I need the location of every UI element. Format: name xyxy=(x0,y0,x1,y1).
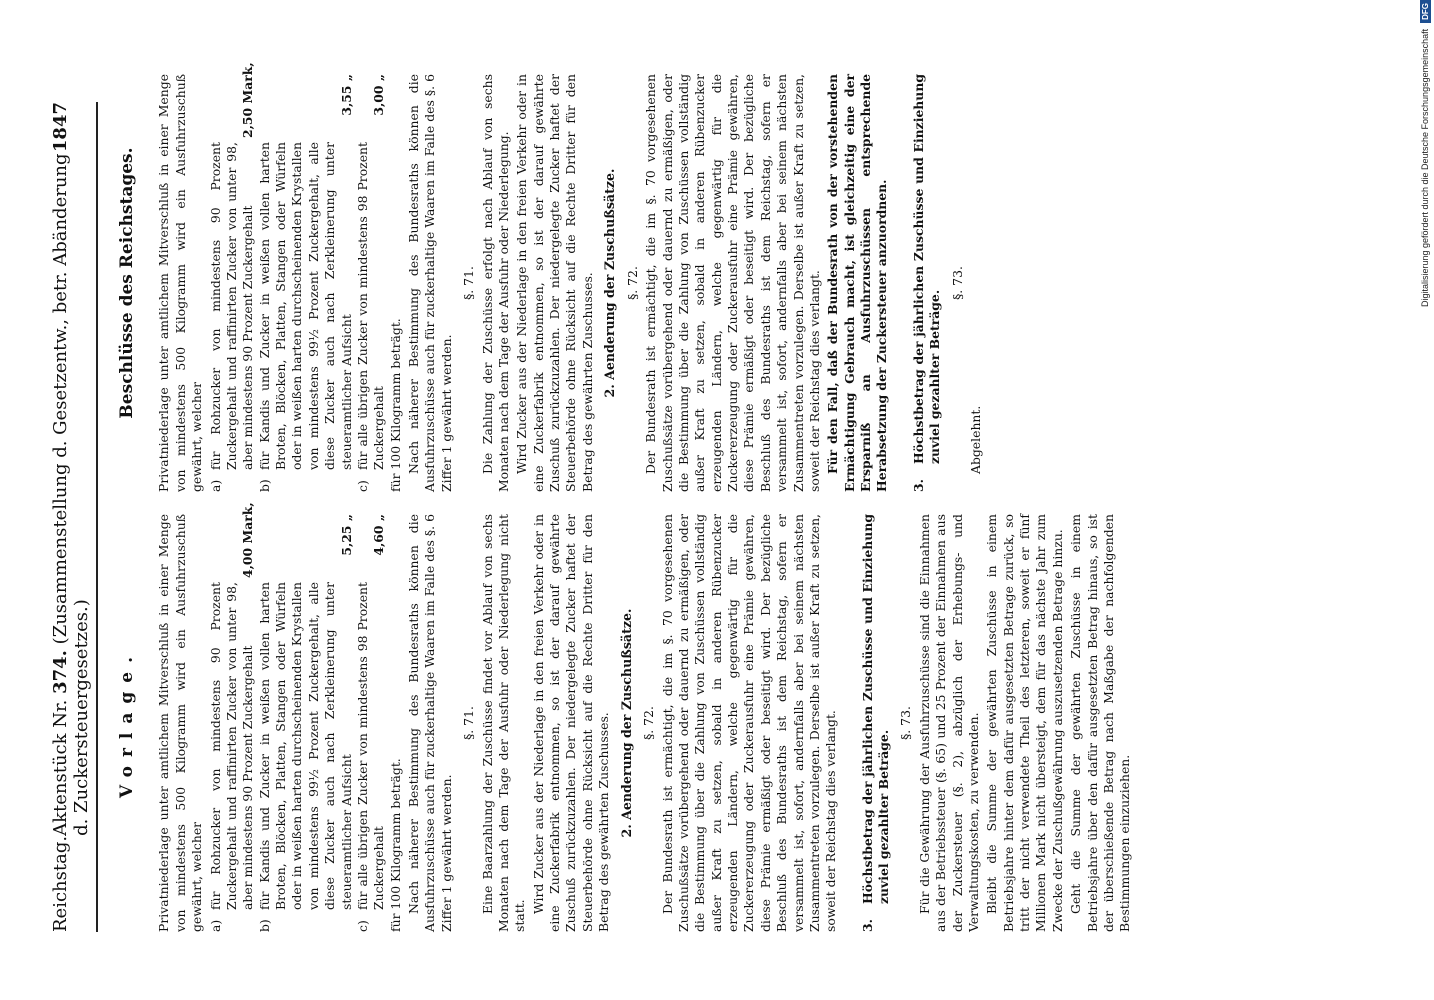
list-item xyxy=(257,514,355,932)
subsection-heading: 2. Aenderung der Zuschußsätze. xyxy=(602,168,618,398)
subsection-number: 3. xyxy=(859,919,875,932)
column-beschluesse xyxy=(116,62,1136,492)
funding-sidebar xyxy=(1414,0,1434,1000)
paragraph: Der Bundesrath ist ermächtigt, die im §. 70 vorgesehenen Zuschußsätze vorübergehend oder dauernd zu ermäßigen, oder die Bestimmung über die Zahlung von Zuschüssen vollständig außer Kraft zu setzen, sobald in anderen Rübenzucker erzeugenden Ländern, welche gegenwärtig für die Zuckererzeugung oder Zuckerausfuhr eine Prämie gewähren, diese Prämie ermäßigt oder beseitigt wird. Der bezügliche Beschluß des Bundesraths ist dem Reichstag, sofern er versammelt ist, sofort, andernfalls aber bei seinem nächsten Zusammentreten vorzulegen. Derselbe ist außer Kraft zu setzen, soweit der Reichstag dies verlangt. xyxy=(643,74,822,492)
funding-text: Digitalisierung gefördert durch die Deutsche Forschungsgemeinschaft xyxy=(1420,28,1430,308)
list-item xyxy=(355,514,388,932)
item-label: a) xyxy=(207,479,223,492)
column-title: Vorlage. xyxy=(117,647,137,799)
paragraph: Eine Baarzahlung der Zuschüsse findet vor Ablauf von sechs Monaten nach dem Tage der Ausfuhr oder Niederlegung nicht statt. xyxy=(479,514,528,932)
item-label: b) xyxy=(256,479,272,492)
dfg-logo: DFG xyxy=(1420,0,1431,23)
header-suffix: (Zusammenstellung d. Gesetzentw., betr. Abänderung d. Zuckersteuergesetzes.) xyxy=(50,153,92,836)
item-label: c) xyxy=(354,480,370,492)
header-number: 374. xyxy=(50,650,71,694)
section-heading: §. 73. xyxy=(949,266,965,300)
paragraph: Privatniederlage unter amtlichem Mitverschluß in einer Menge von mindestens 500 Kilogramm wird ein Ausfuhrzuschuß gewährt, welcher xyxy=(156,514,205,932)
paragraph: Nach näherer Bestimmung des Bundesraths können die Ausfuhrzuschüsse auch für zuckerhaltige Waaren im Falle des §. 6 Ziffer 1 gewährt werden. xyxy=(406,74,454,492)
paragraph: Für die Gewährung der Ausfuhrzuschüsse sind die Einnahmen aus der Betriebssteuer (§. 65) und 25 Prozent der Einnahmen aus der Zuckersteuer (§. 2), abzüglich der Erhebungs- und Verwaltungskosten, zu verwenden. xyxy=(916,514,981,932)
page-header xyxy=(50,102,98,932)
item-value: 5,25 „ xyxy=(338,514,354,556)
item-text: für Kandis und Zucker in weißen vollen harten Broten, Blöcken, Platten, Stangen oder Würfeln oder in weißen harten durchscheinenden Krystallen von mindestens 99½ Prozent Zuckergehalt, alle diese Zucker auch nach Zerkleinerung unter steueramtlicher Aufsicht xyxy=(256,582,354,910)
paragraph: Privatniederlage unter amtlichem Mitverschluß in einer Menge von mindestens 500 Kilogramm wird ein Ausfuhrzuschuß gewährt, welcher xyxy=(156,74,205,492)
funding-strip xyxy=(1416,0,1434,1000)
header-left: Reichstag. xyxy=(50,835,71,932)
item-value: 3,00 „ xyxy=(371,74,387,116)
item-label: c) xyxy=(354,920,370,932)
paragraph: Nach näherer Bestimmung des Bundesraths können die Ausfuhrzuschüsse auch für zuckerhaltige Waaren im Falle des §. 6 Ziffer 1 gewährt werden. xyxy=(406,514,454,932)
paragraph: für 100 Kilogramm beträgt. xyxy=(387,318,403,492)
item-text: für Rohzucker von mindestens 90 Prozent Zuckergehalt und raffinirten Zucker von unter 98, aber mindestens 90 Prozent Zuckergehalt xyxy=(207,582,256,910)
subsection-title: Höchstbetrag der jährlichen Zuschüsse und Einziehung zuviel gezahlter Beträge. xyxy=(859,514,892,904)
page-number: 1847 xyxy=(50,102,71,153)
item-value: 4,60 „ xyxy=(371,514,387,556)
list-item xyxy=(207,62,257,492)
column-title: Beschlüsse des Reichstages. xyxy=(117,147,137,419)
paragraph: Wird Zucker aus der Niederlage in den freien Verkehr oder in eine Zuckerfabrik entnommen, so ist der darauf gewährte Zuschuß zurückzuzahlen. Der niedergelegte Zucker haftet der Steuerbehörde ohne Rücksicht auf die Rechte Dritter für den Betrag des gewährten Zuschusses. xyxy=(514,74,595,492)
section-heading: §. 71. xyxy=(461,706,477,740)
paragraph-amendment: Für den Fall, daß der Bundesrath von der vorstehenden Ermächtigung Gebrauch macht, ist gleichzeitig eine der Ersparniß an Ausfuhrzuschüssen entsprechende Herabsetzung der Zuckersteuer anzuordnen. xyxy=(825,74,890,492)
item-text: für alle übrigen Zucker von mindestens 98 Prozent Zuckergehalt xyxy=(354,142,387,470)
column-vorlage xyxy=(116,502,1136,932)
subsection-heading xyxy=(911,74,944,492)
list-item xyxy=(355,74,388,492)
paragraph: Geht die Summe der gewährten Zuschüsse in einem Betriebsjahre über den dafür ausgesetzten Betrag hinaus, so ist der überschießende Betrag nach Maßgabe der nachfolgenden Bestimmungen einzuziehen. xyxy=(1068,514,1133,932)
section-heading: §. 73. xyxy=(898,706,914,740)
section-heading: §. 71. xyxy=(461,266,477,300)
item-value: 3,55 „ xyxy=(338,74,354,116)
paragraph: Bleibt die Summe der gewährten Zuschüsse in einem Betriebsjahre hinter dem dafür ausgesetzten Betrage zurück, so tritt der nicht verwendete Theil des letzteren, soweit er fünf Millionen Mark nicht übersteigt, dem für das nächste Jahr zum Zwecke der Zuschußgewährung auszusetzenden Betrage hinzu. xyxy=(984,514,1065,932)
list-item xyxy=(257,74,355,492)
item-text: für Kandis und Zucker in weißen vollen harten Broten, Blöcken, Platten, Stangen oder Würfeln oder in weißen harten durchscheinenden Krystallen von mindestens 99½ Prozent Zuckergehalt, alle diese Zucker auch nach Zerkleinerung unter steueramtlicher Aufsicht xyxy=(256,142,354,470)
paragraph: für 100 Kilogramm beträgt. xyxy=(387,758,403,932)
paragraph: Der Bundesrath ist ermächtigt, die im §. 70 vorgesehenen Zuschußsätze vorübergehend oder dauernd zu ermäßigen, oder die Bestimmung über die Zahlung von Zuschüssen vollständig außer Kraft zu setzen, sobald in anderen Rübenzucker erzeugenden Ländern, welche gegenwärtig für die Zuckererzeugung oder Zuckerausfuhr eine Prämie gewähren, diese Prämie ermäßigt oder beseitigt wird. Der bezügliche Beschluß des Bundesraths ist dem Reichstag, sofern er versammelt ist, sofort, andernfalls aber bei seinem nächsten Zusammentreten vorzulegen. Derselbe ist außer Kraft zu setzen, soweit der Reichstag dies verlangt. xyxy=(659,514,839,932)
header-middle xyxy=(50,152,92,836)
paragraph: Abgelehnt. xyxy=(967,405,983,474)
subsection-heading: 2. Aenderung der Zuschußsätze. xyxy=(618,608,634,838)
item-text: für alle übrigen Zucker von mindestens 98 Prozent Zuckergehalt xyxy=(354,582,387,910)
columns xyxy=(116,62,1136,932)
subsection-heading xyxy=(860,514,893,932)
header-prefix: Aktenstück Nr. xyxy=(50,699,71,836)
list-item xyxy=(207,502,257,932)
subsection-number: 3. xyxy=(910,479,926,492)
item-value: 4,00 Mark, xyxy=(240,502,256,578)
item-text: für Rohzucker von mindestens 90 Prozent Zuckergehalt und raffinirten Zucker von unter 98, aber mindestens 90 Prozent Zuckergehalt xyxy=(207,142,256,470)
item-label: a) xyxy=(207,919,223,932)
paragraph: Wird Zucker aus der Niederlage in den freien Verkehr oder in eine Zuckerfabrik entnommen, so ist der darauf gewährte Zuschuß zurückzuzahlen. Der niedergelegte Zucker haftet der Steuerbehörde ohne Rücksicht auf die Rechte Dritter für den Betrag des gewährten Zuschusses. xyxy=(530,514,612,932)
item-value: 2,50 Mark, xyxy=(240,62,256,138)
paragraph: Die Zahlung der Zuschüsse erfolgt nach Ablauf von sechs Monaten nach dem Tage der Ausfuhr oder Niederlegung. xyxy=(479,74,511,492)
subsection-title: Höchstbetrag der jährlichen Zuschüsse und Einziehung zuviel gezahlter Beträge. xyxy=(910,74,943,464)
section-heading: §. 72. xyxy=(624,266,640,300)
section-heading: §. 72. xyxy=(641,706,657,740)
item-label: b) xyxy=(256,919,272,932)
